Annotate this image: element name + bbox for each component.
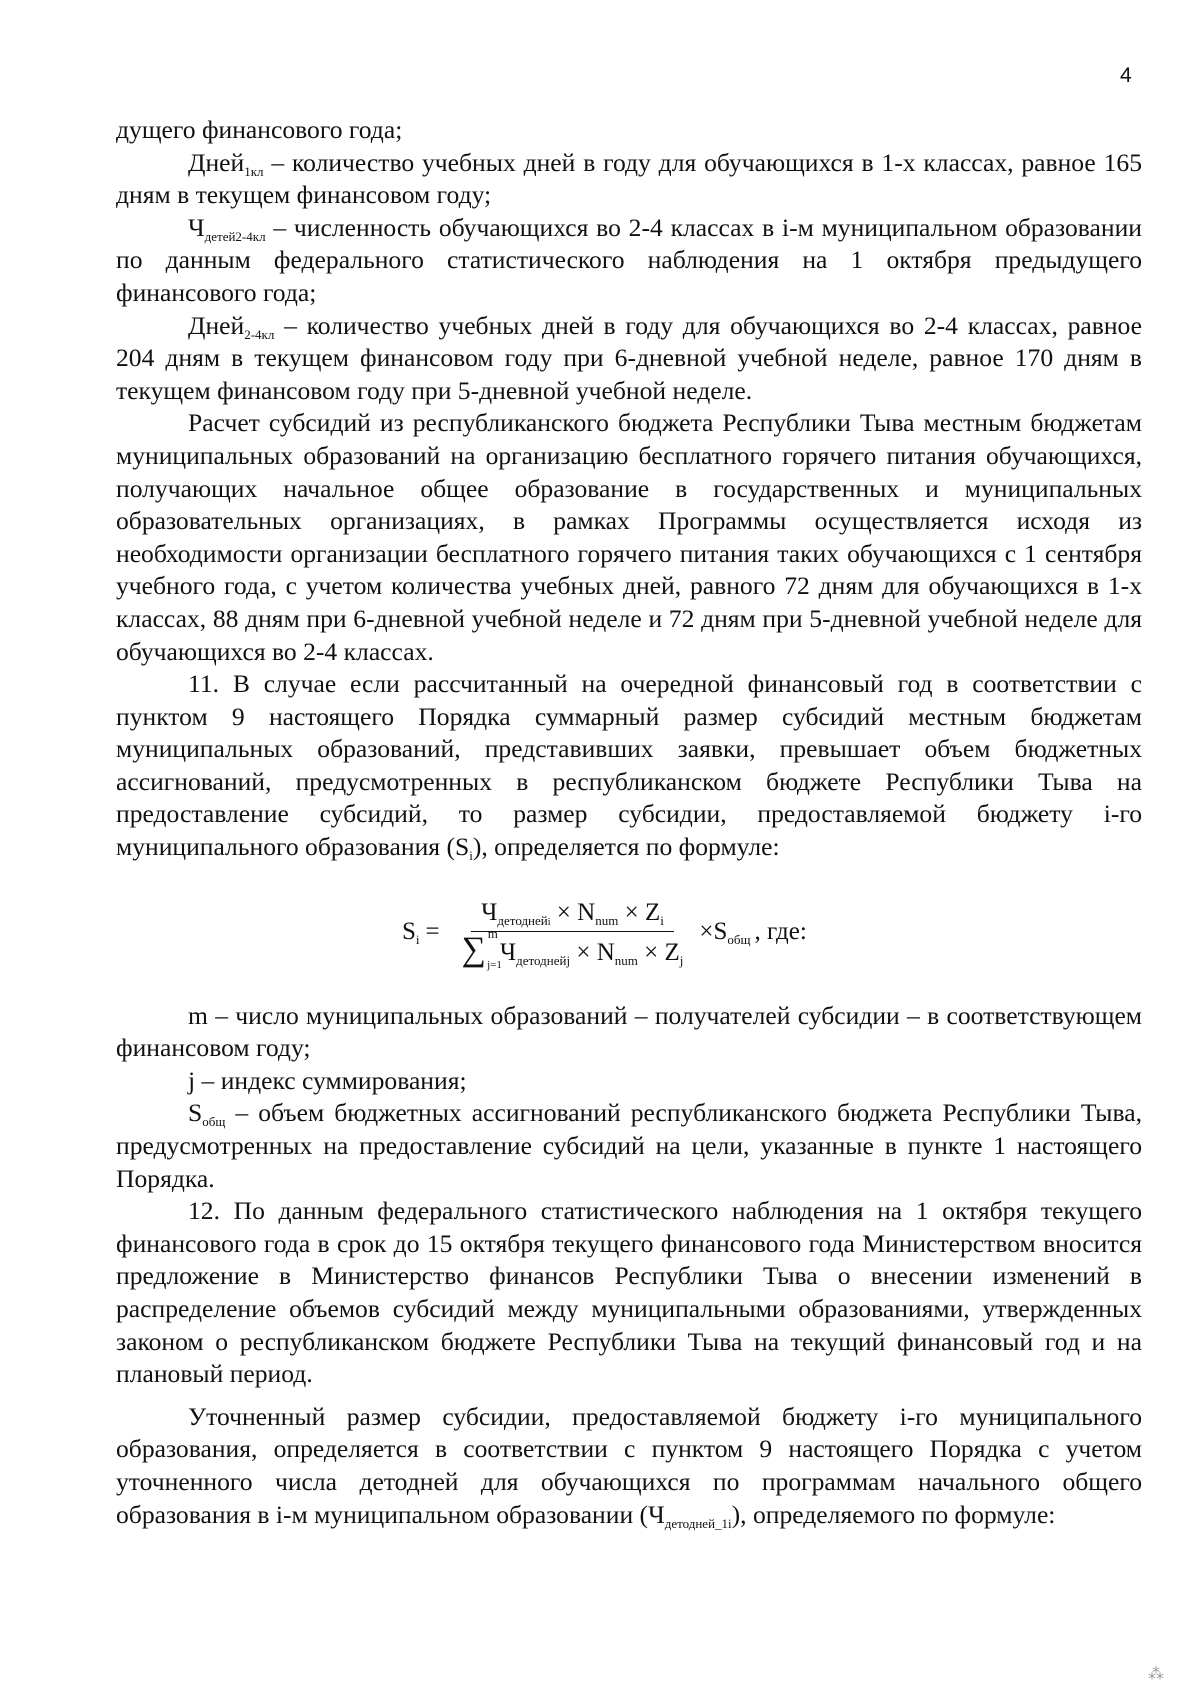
formula-subscript-text: детодней bbox=[497, 912, 548, 928]
formula-symbol-z: Z bbox=[644, 898, 661, 926]
definition-text: – численность обучающихся во 2-4 классах в i-м муниципальном образовании по данным федерального статистического наблюдения на 1 октября предыдущего финансового года; bbox=[116, 212, 1142, 307]
definition-text: – объем бюджетных ассигнований республиканского бюджета Республики Тыва, предусмотренных на предоставление субсидий на цели, указанные в пункте 1 настоящего Порядка. bbox=[116, 1098, 1142, 1193]
formula-subscript: общ bbox=[727, 932, 751, 948]
formula-symbol-ch: Ч bbox=[499, 938, 517, 966]
paragraph-chdetey-2-4kl bbox=[116, 212, 1142, 310]
formula-symbol-s: S bbox=[713, 918, 728, 946]
formula-times: × bbox=[556, 898, 571, 926]
formula-times: × bbox=[576, 938, 591, 966]
paragraph-j-definition: j – индекс суммирования; bbox=[188, 1065, 467, 1095]
paragraph-text: Уточненный размер субсидии, предоставляемой бюджету i-го муниципального образования, определяется в соответствии с пунктом 9 настоящего Порядка с учетом уточненного числа детодней для обучающихся по программам начального общего образования в i-м муниципальном образовании (Ч bbox=[116, 1401, 1142, 1529]
paragraph-dney-2-4kl bbox=[116, 310, 1142, 408]
formula-subscript: num bbox=[595, 912, 619, 928]
document-body bbox=[116, 114, 1142, 1531]
term-s: S bbox=[188, 1098, 203, 1128]
subsidy-formula bbox=[402, 898, 807, 971]
sigma-lower-limit: j=1 bbox=[487, 958, 502, 971]
corner-mark-icon: ⁂ bbox=[1148, 1664, 1165, 1683]
term-subscript: общ bbox=[202, 1114, 226, 1130]
formula-subscript-index: i bbox=[547, 916, 551, 928]
formula-subscript: детоднейj bbox=[516, 952, 571, 968]
formula-denominator bbox=[452, 925, 694, 971]
formula-lhs bbox=[402, 916, 420, 949]
term-subscript: i bbox=[469, 848, 473, 864]
term-dney: Дней bbox=[188, 147, 245, 177]
term-ch: Ч bbox=[188, 212, 205, 242]
term-subscript: детей2-4кл bbox=[204, 228, 266, 244]
sigma-glyph: ∑ bbox=[461, 930, 486, 968]
paragraph-utochnenny-razmer bbox=[116, 1401, 1142, 1531]
formula-subscript: i bbox=[660, 912, 664, 928]
formula-s-total bbox=[714, 916, 751, 949]
formula-fraction bbox=[452, 898, 694, 971]
formula-block bbox=[116, 864, 1142, 1000]
paragraph-continuation: дущего финансового года; bbox=[116, 115, 403, 144]
formula-equals: = bbox=[425, 918, 440, 946]
paragraph-sobsh-definition bbox=[116, 1097, 1142, 1195]
term-subscript: 1кл bbox=[244, 163, 264, 179]
paragraph-m-definition: m – число муниципальных образований – получателей субсидии – в соответствующем финансовом году; bbox=[116, 1000, 1142, 1063]
formula-subscript: j bbox=[679, 952, 684, 968]
formula-times: × bbox=[699, 918, 714, 946]
sigma-upper-limit: m bbox=[487, 925, 498, 941]
paragraph-raschet-subsidiy: Расчет субсидий из республиканского бюджета Республики Тыва местным бюджетам муниципальных образований на организацию бесплатного горячего питания обучающихся, получающих начальное общее образование в государственных и муниципальных образовательных организациях, в рамках Программы осуществляется исходя из необходимости организации бесплатного горячего питания таких обучающихся с 1 сентября учебного года, с учетом количества учебных дней, равного 72 дням для обучающихся в 1-х классах, 88 дням при 6-дневной учебной неделе и 72 дням при 5-дневной учебной неделе для обучающихся во 2-4 классах. bbox=[116, 408, 1142, 666]
formula-symbol-n: N bbox=[577, 898, 596, 926]
term-subscript: 2-4кл bbox=[244, 326, 275, 342]
paragraph-12: 12. По данным федерального статистического наблюдения на 1 октября текущего финансового года в срок до 15 октября текущего финансового года Министерством вносится предложение в Министерство финансов Республики Тыва о внесении изменений в распределение объемов субсидий между муниципальными образованиями, утвержденных законом о республиканском бюджете Республики Тыва на текущий финансовый год и на плановый период. bbox=[116, 1196, 1142, 1389]
page-number: 4 bbox=[1120, 64, 1132, 87]
formula-subscript bbox=[497, 913, 550, 928]
formula-subscript: i bbox=[415, 932, 420, 948]
formula-symbol-n: N bbox=[596, 938, 615, 966]
definition-text: – количество учебных дней в году для обучающихся во 2-4 классах, равное 204 дням в текущем финансовом году при 6-дневной учебной неделе, равное 170 дням в текущем финансовом году при 5-дневной учебной неделе. bbox=[116, 310, 1142, 405]
sigma-symbol bbox=[461, 925, 502, 971]
formula-symbol-s: S bbox=[402, 918, 416, 946]
paragraph-text-tail: ), определяется по формуле: bbox=[472, 832, 780, 862]
formula-times: × bbox=[624, 898, 639, 926]
formula-where: , где: bbox=[754, 918, 807, 946]
paragraph-text: 11. В случае если рассчитанный на очередной финансовый год в соответствии с пунктом 9 настоящего Порядка суммарный размер субсидий местным бюджетам муниципальных образований, представивших заявки, превышает объем бюджетных ассигнований, предусмотренных в республиканском бюджете Республики Тыва на предоставление субсидий, то размер субсидии, предоставляемой бюджету i-го муниципального образования (S bbox=[116, 669, 1142, 862]
formula-symbol-z: Z bbox=[664, 938, 680, 966]
formula-times: × bbox=[644, 938, 659, 966]
term-subscript: детодней_1i bbox=[664, 1515, 732, 1531]
definition-text: – количество учебных дней в году для обучающихся в 1-х классах, равное 165 дням в текущем финансовом году; bbox=[116, 147, 1142, 210]
formula-subscript: num bbox=[614, 952, 638, 968]
paragraph-dney-1kl bbox=[116, 147, 1142, 212]
paragraph-text-tail: ), определяемого по формуле: bbox=[731, 1499, 1056, 1529]
paragraph-11 bbox=[116, 668, 1142, 864]
term-dney: Дней bbox=[188, 310, 245, 340]
formula-numerator bbox=[471, 898, 674, 932]
formula-symbol-ch: Ч bbox=[481, 898, 498, 926]
